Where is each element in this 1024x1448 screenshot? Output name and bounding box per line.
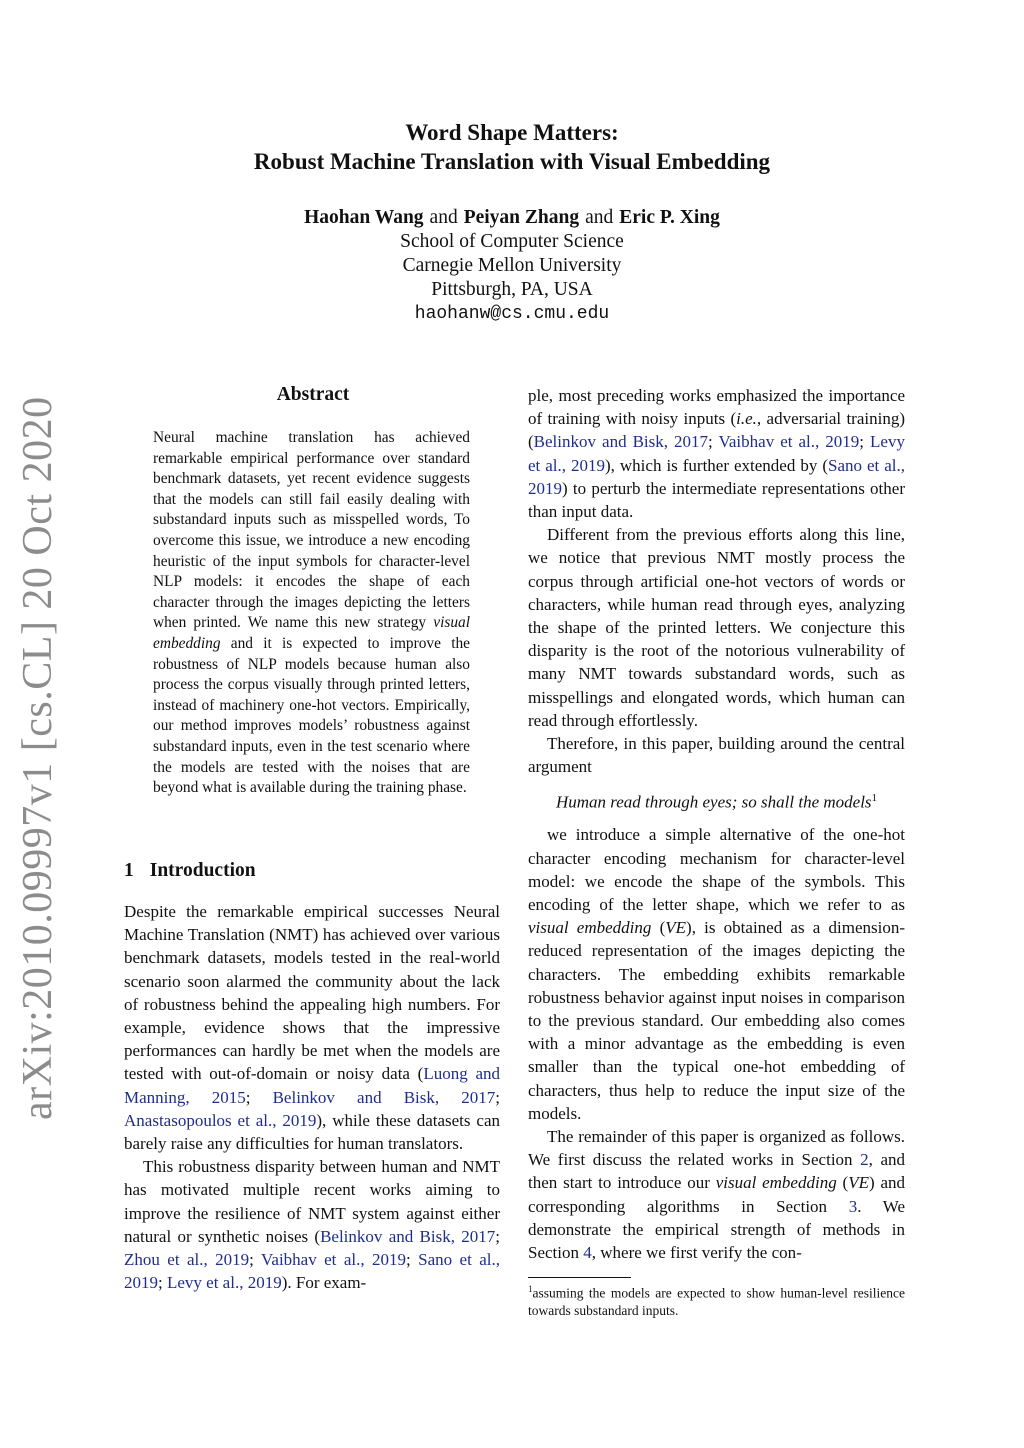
section-ref-link[interactable]: 4 <box>583 1242 592 1262</box>
abstract-text-1: Neural machine translation has achieved remarkable empirical performance over standard benchmark datasets, yet recent evidence suggests that the models can still fail easily dealing with substandard inputs such as misspelled words, To overcome this issue, we introduce a new encoding heuristic of the input symbols for character-level NLP models: it encodes the shape of each character through the images depicting the letters when printed. We name this new strategy <box>153 429 470 632</box>
affiliation-3: Pittsburgh, PA, USA <box>431 279 593 300</box>
text: ), while these datasets can barely raise any difficulties for human translators. <box>124 1110 500 1154</box>
footnote-rule <box>528 1277 631 1278</box>
ve-term: visual embedding <box>715 1173 837 1193</box>
text: The remainder of this paper is organized as follows. We first discuss the related works in Section <box>528 1126 905 1170</box>
abstract-text-2: and it is expected to improve the robustness of NLP models because human also process the corpus visually through printed letters, instead of machinery one-hot vectors. Empirically, our method improves models’ robustness against substandard inputs, even in the test scenario where the models are tested with the noises that are beyond what is available during the training phase. <box>153 634 470 797</box>
footnote <box>528 1281 905 1319</box>
section-number: 1 <box>124 860 134 881</box>
author-block <box>0 206 1024 326</box>
text: Despite the remarkable empirical successes Neural Machine Translation (NMT) has achieved over various benchmark datasets, models tested in the real-world scenario soon alarmed the community about the lack of robustness behind the appealing high numbers. For example, evidence shows that the impressive performances can hardly be met when the models are tested with out-of-domain or noisy data ( <box>124 902 500 1084</box>
text: , where we first verify the con- <box>591 1242 802 1262</box>
right-column-body <box>528 384 905 1264</box>
text: and corresponding algorithms in Section <box>528 1173 905 1216</box>
right-paragraph-5: The remainder of this paper is organized as follows. We first discuss the related works in Section 2, and then start to introduce our visual embedding (VE) and corresponding algorithms in Section 3. We demonstrate the empirical strength of methods in Section 4, where we first verify the con- <box>528 1126 905 1262</box>
left-column-body <box>124 900 500 1294</box>
citation-link[interactable]: Zhou et al., 2019 <box>124 1250 250 1270</box>
citation-link[interactable]: Belinkov and Bisk, 2017 <box>533 432 709 452</box>
ve-term: visual embedding <box>528 918 652 938</box>
text: . We demonstrate the empirical strength of methods in Section <box>528 1196 905 1262</box>
quote-text: Human read through eyes; so shall the models <box>555 793 872 813</box>
citation-link[interactable]: Vaibhav et al., 2019 <box>261 1250 406 1270</box>
citation-link[interactable]: Anastasopoulos et al., 2019 <box>124 1110 317 1130</box>
text: ) to perturb the intermediate representations other than input data. <box>528 478 905 522</box>
citation-link[interactable]: Belinkov and Bisk, 2017 <box>272 1087 496 1107</box>
citation-link[interactable]: Luong and Manning, 2015 <box>124 1064 500 1107</box>
author-email: haohanw@cs.cmu.edu <box>414 304 610 324</box>
abstract-term: visual embedding <box>153 614 470 652</box>
author-1: Haohan Wang <box>304 207 424 228</box>
title-line-1: Word Shape Matters: <box>405 120 619 145</box>
text: ), which is further extended by ( <box>605 455 828 475</box>
citation-link[interactable]: Sano et al., 2019 <box>124 1250 501 1293</box>
author-conj: and <box>429 207 458 228</box>
right-paragraph-1: ple, most preceding works emphasized the importance of training with noisy inputs (i.e., adversarial training) (Belinkov and Bisk, 2017; Vaibhav et al., 2019; Levy et al., 2019), which is further extended by (Sano et al., 2019) to perturb the intermediate representations other than input data. <box>528 386 905 522</box>
citation-link[interactable]: Levy et al., 2019 <box>166 1273 282 1293</box>
section-ref-link[interactable]: 2 <box>860 1150 869 1170</box>
text: This robustness disparity between human and NMT has motivated multiple recent works aiming to improve the resilience of NMT system against either natural or synthetic noises ( <box>124 1157 500 1246</box>
author-conj: and <box>585 207 614 228</box>
intro-paragraph-1: Despite the remarkable empirical successes Neural Machine Translation (NMT) has achieved over various benchmark datasets, models tested in the real-world scenario soon alarmed the community about the lack of robustness behind the appealing high numbers. For example, evidence shows that the impressive performances can hardly be met when the models are tested with out-of-domain or noisy data (Luong and Manning, 2015; Belinkov and Bisk, 2017; Anastasopoulos et al., 2019), while these datasets can barely raise any difficulties for human translators. <box>124 902 500 1154</box>
affiliation-2: Carnegie Mellon University <box>402 255 622 276</box>
author-names <box>0 206 1024 230</box>
footnote-mark[interactable]: 1 <box>871 792 878 805</box>
abstract-paragraph <box>153 428 470 799</box>
intro-paragraph-2: This robustness disparity between human and NMT has motivated multiple recent works aiming to improve the resilience of NMT system against either natural or synthetic noises (Belinkov and Bisk, 2017; Zhou et al., 2019; Vaibhav et al., 2019; Sano et al., 2019; Levy et al., 2019). For exam- <box>124 1157 501 1293</box>
text: we introduce a simple alternative of the one-hot character encoding mechanism for character-level model: we encode the shape of the symbols. This encoding of the letter shape, which we refer to as <box>528 825 905 914</box>
author-2: Peiyan Zhang <box>463 207 580 228</box>
arxiv-stamp: arXiv:2010.09997v1 [cs.CL] 20 Oct 2020 <box>15 396 61 1120</box>
abstract-heading: Abstract <box>276 384 350 405</box>
central-argument-quote <box>528 787 905 814</box>
affiliation-1: School of Computer Science <box>400 231 624 252</box>
citation-link[interactable]: Vaibhav et al., 2019 <box>718 432 860 452</box>
text: , is obtained as a dimension-reduced representation of the images depicting the characters. The embedding exhibits remarkable robustness behavior against input noises in comparison to the previous standard. Our embedding also comes with a minor advantage as the embedding is even smaller than the typical one-hot embedding of characters, thus help to reduce the input size of the models. <box>528 918 905 1123</box>
ve-abbr: VE <box>665 918 687 938</box>
text: ). For exam- <box>281 1273 367 1293</box>
section-ref-link[interactable]: 3 <box>848 1196 858 1216</box>
right-paragraph-2: Different from the previous efforts along this line, we notice that previous NMT mostly process the corpus through artificial one-hot vectors of words or characters, while human read through eyes, analyzing the shape of the printed letters. We conjecture this disparity is the root of the notorious vulnerability of many NMT towards substandard words, such as misspellings and elongated words, which human can read through effortlessly. <box>528 525 905 730</box>
author-3: Eric P. Xing <box>619 207 720 228</box>
abstract-body <box>153 428 470 799</box>
section-heading-introduction <box>124 860 256 882</box>
right-paragraph-4: we introduce a simple alternative of the one-hot character encoding mechanism for character-level model: we encode the shape of the symbols. This encoding of the letter shape, which we refer to as visual embedding (VE), is obtained as a dimension-reduced representation of the images depicting the characters. The embedding exhibits remarkable robustness behavior against input noises in comparison to the previous standard. Our embedding also comes with a minor advantage as the embedding is even smaller than the typical one-hot embedding of characters, thus help to reduce the input size of the models. <box>528 825 905 1123</box>
title-line-2: Robust Machine Translation with Visual Embedding <box>253 149 771 174</box>
ie-term: i.e. <box>736 409 757 429</box>
section-title: Introduction <box>149 860 256 881</box>
ve-abbr: VE <box>848 1173 869 1193</box>
text: ple, most preceding works emphasized the importance of training with noisy inputs ( <box>528 386 905 429</box>
right-paragraph-3: Therefore, in this paper, building around the central argument <box>528 734 905 777</box>
text: , adversarial training) ( <box>528 409 905 452</box>
footnote-text: assuming the models are expected to show human-level resilience towards substandard inputs. <box>528 1285 905 1318</box>
citation-link[interactable]: Sano et al., 2019 <box>528 455 905 498</box>
paper-title <box>0 118 1024 176</box>
citation-link[interactable]: Belinkov and Bisk, 2017 <box>320 1226 496 1246</box>
text: , and then start to introduce our <box>528 1150 905 1193</box>
footnote-number: 1 <box>528 1284 533 1294</box>
citation-link[interactable]: Levy et al., 2019 <box>528 432 905 475</box>
